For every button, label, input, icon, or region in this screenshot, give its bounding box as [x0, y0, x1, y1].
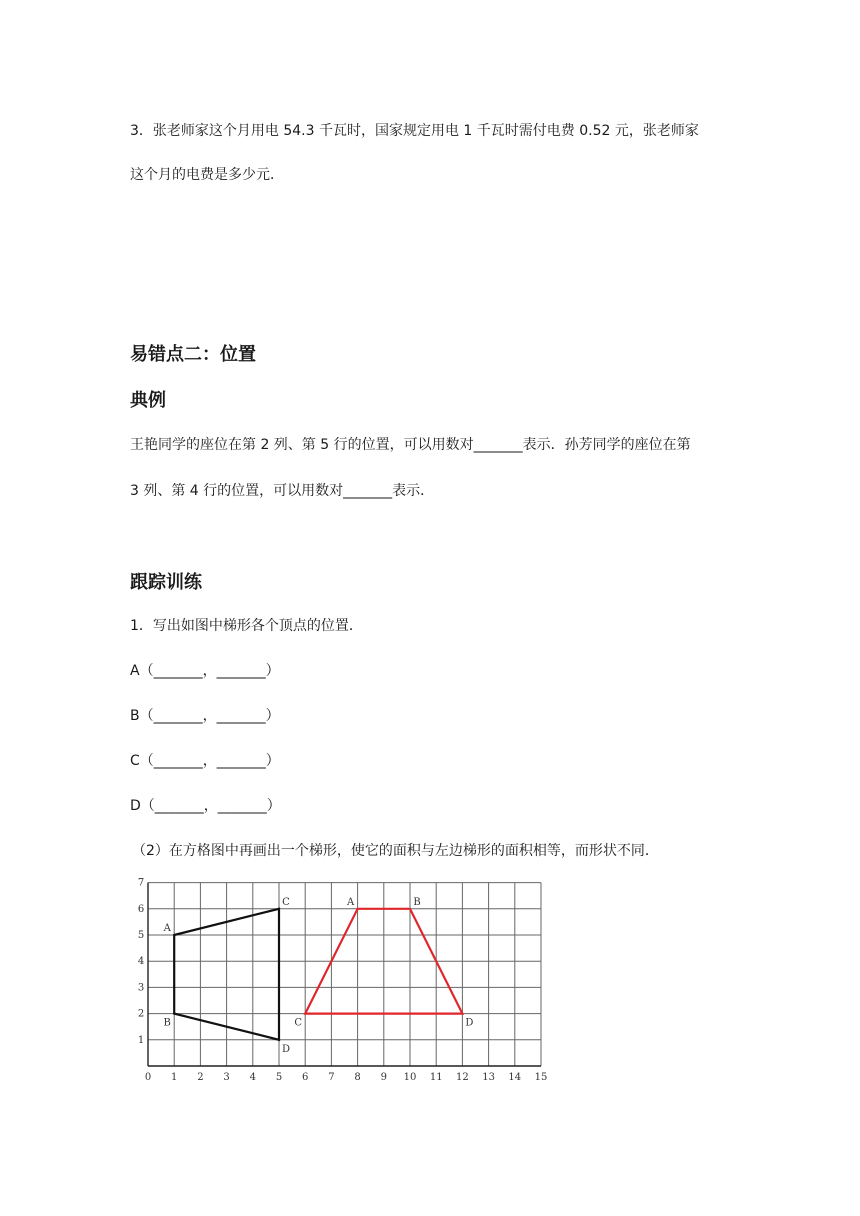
x-tick-label: 15 — [534, 1072, 548, 1083]
vertex-label-c: C — [282, 896, 290, 908]
practice-heading: 跟踪训练 — [130, 572, 202, 593]
x-tick-label: 2 — [197, 1072, 204, 1083]
vertex-label-a: A — [346, 896, 355, 908]
practice-question-1: 1．写出如图中梯形各个顶点的位置． — [130, 618, 363, 634]
y-tick-label: 7 — [137, 877, 145, 889]
vertex-label-d: D — [281, 1043, 291, 1055]
vertex-label-b: B — [413, 896, 421, 908]
x-tick-label: 3 — [223, 1072, 230, 1083]
vertex-label-b: B — [163, 1017, 171, 1029]
vertex-label-d: D — [465, 1017, 474, 1029]
y-tick-label: 5 — [137, 930, 145, 941]
vertex-label-a: A — [163, 923, 171, 934]
section-heading: 易错点二：位置 — [130, 344, 256, 365]
example-line2: 3 列、第 4 行的位置，可以用数对_______表示． — [130, 483, 435, 499]
answer-c: C（_______，_______） — [130, 753, 280, 769]
problem3-line2: 这个月的电费是多少元． — [130, 167, 284, 183]
practice-question-2: （2）在方格图中再画出一个梯形，使它的面积与左边梯形的面积相等，而形状不同． — [132, 843, 659, 859]
x-tick-label: 13 — [482, 1072, 495, 1083]
x-tick-label: 14 — [508, 1072, 522, 1083]
x-tick-label: 4 — [249, 1072, 256, 1083]
x-tick-label: 6 — [302, 1072, 309, 1083]
y-tick-label: 6 — [137, 903, 145, 915]
x-tick-label: 8 — [354, 1072, 361, 1083]
example-line1: 王艳同学的座位在第 2 列、第 5 行的位置，可以用数对_______表示．孙芳同学的座位在第 — [130, 437, 691, 453]
x-tick-label: 12 — [456, 1072, 469, 1083]
answer-a: A（_______，_______） — [130, 663, 280, 679]
problem3-line1: 3．张老师家这个月用电 54.3 千瓦时，国家规定用电 1 千瓦时需付电费 0.52 元，张老师家 — [130, 123, 699, 139]
y-tick-label: 1 — [137, 1034, 145, 1046]
y-tick-label: 3 — [137, 982, 145, 994]
x-tick-label: 0 — [144, 1072, 152, 1083]
vertex-label-c: C — [294, 1017, 303, 1029]
y-tick-label: 2 — [137, 1008, 145, 1020]
answer-d: D（_______，_______） — [130, 798, 281, 814]
x-tick-label: 9 — [380, 1072, 387, 1083]
x-tick-label: 7 — [328, 1072, 335, 1083]
coordinate-grid-figure — [136, 874, 566, 1084]
answer-b: B（_______，_______） — [130, 708, 280, 724]
x-tick-label: 11 — [429, 1072, 443, 1083]
x-tick-label: 10 — [403, 1072, 417, 1083]
x-tick-label: 1 — [171, 1072, 178, 1083]
example-heading: 典例 — [130, 390, 166, 411]
x-tick-label: 5 — [275, 1072, 283, 1083]
y-tick-label: 4 — [137, 956, 145, 968]
